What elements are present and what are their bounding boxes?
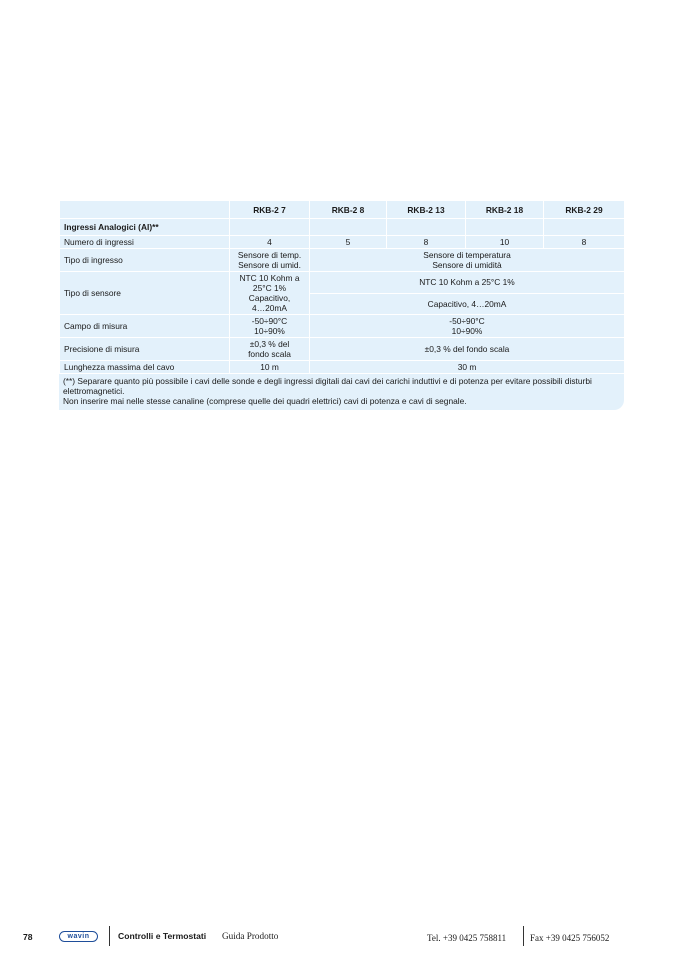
table-row <box>60 236 625 249</box>
section-row <box>60 219 625 236</box>
spec-table <box>59 200 625 374</box>
cell-value-merged: 30 m <box>310 361 625 374</box>
cell-value-merged: NTC 10 Kohm a 25°C 1% <box>310 272 625 294</box>
footer-divider <box>109 926 110 946</box>
table-row <box>60 338 625 361</box>
table-row <box>60 272 625 294</box>
table-row <box>60 249 625 272</box>
cell-value-merged: Capacitivo, 4…20mA <box>310 293 625 315</box>
note-line: Non inserire mai nelle stesse canaline (comprese quelle dei quadri elettrici) cavi di potenza e cavi di segnale. <box>63 396 467 406</box>
row-label: Tipo di sensore <box>60 272 230 315</box>
header-rkb-2-29: RKB-2 29 <box>544 201 625 219</box>
cell-value: 5 <box>310 236 387 249</box>
cell-value-merged: ±0,3 % del fondo scala <box>310 338 625 361</box>
guide-subtitle: Guida Prodotto <box>222 931 279 941</box>
cell-value: Sensore di temp. Sensore di umid. <box>230 249 310 272</box>
header-rkb-2-8: RKB-2 8 <box>310 201 387 219</box>
cell-value: 8 <box>387 236 466 249</box>
note-line: (**) Separare quanto più possibile i cavi delle sonde e degli ingressi digitali dai cavi dei carichi induttivi e di potenza per evitare possibili disturbi elettromagnetici. <box>63 376 592 396</box>
header-rkb-2-18: RKB-2 18 <box>466 201 544 219</box>
row-label: Numero di ingressi <box>60 236 230 249</box>
fax: Fax +39 0425 756052 <box>530 933 610 943</box>
row-label: Tipo di ingresso <box>60 249 230 272</box>
header-empty <box>60 201 230 219</box>
cell-value: NTC 10 Kohm a 25°C 1% Capacitivo, 4…20mA <box>230 272 310 315</box>
table-notes <box>59 374 624 410</box>
page-footer <box>0 926 678 948</box>
telephone: Tel. +39 0425 758811 <box>427 933 507 943</box>
cell-value: 10 m <box>230 361 310 374</box>
header-rkb-2-13: RKB-2 13 <box>387 201 466 219</box>
table-row <box>60 315 625 338</box>
row-label: Campo di misura <box>60 315 230 338</box>
cell-value: 10 <box>466 236 544 249</box>
cell-value: -50÷90°C 10÷90% <box>230 315 310 338</box>
page-number: 78 <box>23 932 33 942</box>
section-title: Ingressi Analogici (AI)** <box>60 219 230 236</box>
row-label: Lunghezza massima del cavo <box>60 361 230 374</box>
cell-value: 4 <box>230 236 310 249</box>
guide-title: Controlli e Termostati <box>118 931 207 941</box>
cell-value: ±0,3 % del fondo scala <box>230 338 310 361</box>
header-row <box>60 201 625 219</box>
cell-value-merged: -50÷90°C 10÷90% <box>310 315 625 338</box>
cell-value: 8 <box>544 236 625 249</box>
wavin-logo: wavin <box>59 931 98 942</box>
table-row <box>60 361 625 374</box>
row-label: Precisione di misura <box>60 338 230 361</box>
footer-divider <box>523 926 524 946</box>
spec-table-panel <box>59 200 624 410</box>
header-rkb-2-7: RKB-2 7 <box>230 201 310 219</box>
cell-value-merged: Sensore di temperatura Sensore di umidità <box>310 249 625 272</box>
